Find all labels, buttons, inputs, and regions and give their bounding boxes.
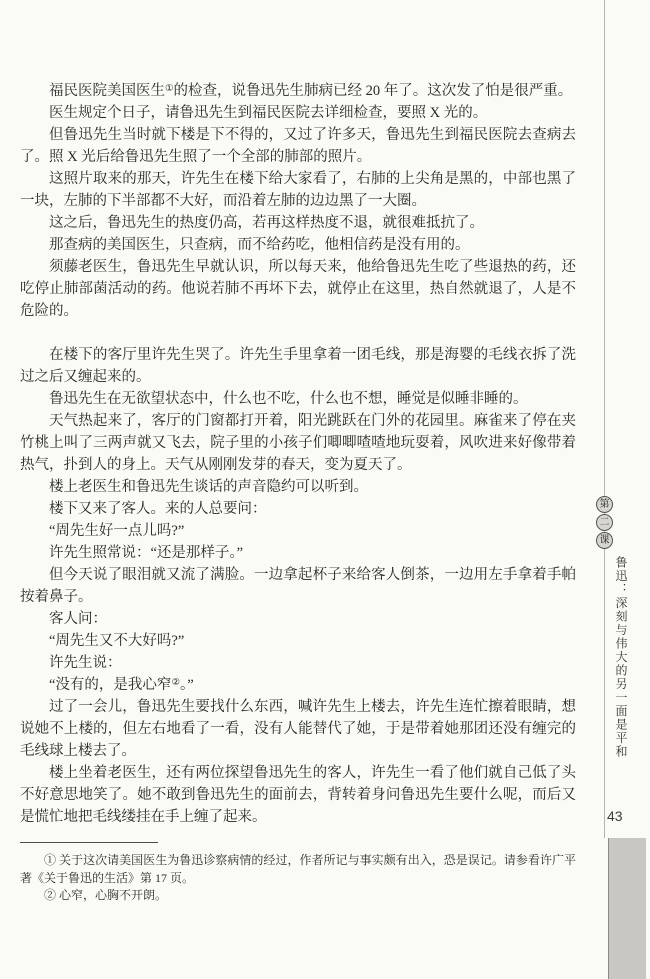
paragraph: 鲁迅先生在无欲望状态中，什么也不吃，什么也不想，睡觉是似睡非睡的。 (49, 391, 528, 407)
chapter-vertical-title: 鲁迅：深刻与伟大的另一面是平和 (614, 556, 628, 759)
paragraph: 须藤老医生，鲁迅先生早就认识，所以每天来，他给鲁迅先生吃了些退热的药，还吃停止肺部菌活动的药。他说若肺不再坏下去，就停止在这里，热自然就退了，人是不危险的。 (20, 259, 576, 319)
body-text (20, 80, 576, 828)
paragraph: 福民医院美国医生①的检查，说鲁迅先生肺病已经 20 年了。这次发了怕是很严重。 (49, 83, 573, 99)
paragraph: 许先生说： (49, 655, 122, 671)
footnote-ref: ① (165, 84, 174, 94)
paragraph: 医生规定个日子，请鲁迅先生到福民医院去详细检查，要照 X 光的。 (49, 105, 488, 121)
page-corner-tab (608, 838, 646, 979)
paragraph: 那查病的美国医生，只查病，而不给药吃，他相信药是没有用的。 (49, 237, 470, 253)
body-section-2 (20, 344, 576, 828)
paragraph: 这之后，鲁迅先生的热度仍高，若再这样热度不退，就很难抵抗了。 (49, 215, 484, 231)
paragraph: “周先生好一点儿吗?” (49, 523, 185, 539)
footnote: ② 心窄，心胸不开朗。 (44, 888, 168, 902)
page-number: 43 (607, 808, 623, 824)
paragraph: 在楼下的客厅里许先生哭了。许先生手里拿着一团毛线，那是海婴的毛线衣拆了洗过之后又缠起来的。 (20, 347, 576, 385)
paragraph: 楼上坐着老医生，还有两位探望鲁迅先生的客人，许先生一看了他们就自己低了头不好意思地笑了。她不敢到鲁迅先生的面前去，背转着身问鲁迅先生要什么呢，而后又是慌忙地把毛线缕挂在手上缠了起来。 (20, 765, 576, 825)
lesson-badge: 二 (596, 514, 613, 531)
paragraph: 这照片取来的那天，许先生在楼下给大家看了，右肺的上尖角是黑的，中部也黑了一块，左肺的下半部都不大好，而沿着左肺的边边黑了一大圈。 (20, 171, 576, 209)
footnote: ① 关于这次请美国医生为鲁迅诊察病情的经过，作者所记与事实颇有出入，恐是误记。请参看许广平著《关于鲁迅的生活》第 17 页。 (20, 853, 576, 885)
footnote-ref: ② (171, 678, 180, 688)
paragraph: “没有的，是我心窄②。” (49, 677, 194, 693)
footnote-separator (20, 842, 158, 843)
paragraph: 楼上老医生和鲁迅先生谈话的声音隐约可以听到。 (49, 479, 368, 495)
lesson-badge: 第 (596, 496, 613, 513)
lesson-number-badges (596, 496, 613, 549)
paragraph: 但鲁迅先生当时就下楼是下不得的，又过了许多天，鲁迅先生到福民医院去查病去了。照 X 光后给鲁迅先生照了一个全部的肺部的照片。 (20, 127, 576, 165)
body-section-1 (20, 80, 576, 322)
paragraph: 楼下又来了客人。来的人总要问： (49, 501, 267, 517)
paragraph: 客人问： (49, 611, 107, 627)
sidebar-rule (604, 0, 605, 838)
paragraph: 天气热起来了，客厅的门窗都打开着，阳光跳跃在门外的花园里。麻雀来了停在夹竹桃上叫了三两声就又飞去，院子里的小孩子们唧唧喳喳地玩耍着，风吹进来好像带着热气，扑到人的身上。天气从刚刚发芽的春天，变为夏天了。 (20, 413, 576, 473)
lesson-badge: 课 (596, 532, 613, 549)
paragraph: 许先生照常说：“还是那样子。” (49, 545, 244, 561)
paragraph: 但今天说了眼泪就又流了满脸。一边拿起杯子来给客人倒茶，一边用左手拿着手帕按着鼻子。 (20, 567, 576, 605)
paragraph: 过了一会儿，鲁迅先生要找什么东西，喊许先生上楼去，许先生连忙擦着眼睛，想说她不上楼的，但左右地看了一看，没有人能替代了她，于是带着她那团还没有缠完的毛线球上楼去了。 (20, 699, 576, 759)
paragraph: “周先生又不大好吗?” (49, 633, 185, 649)
footnotes (20, 852, 576, 905)
